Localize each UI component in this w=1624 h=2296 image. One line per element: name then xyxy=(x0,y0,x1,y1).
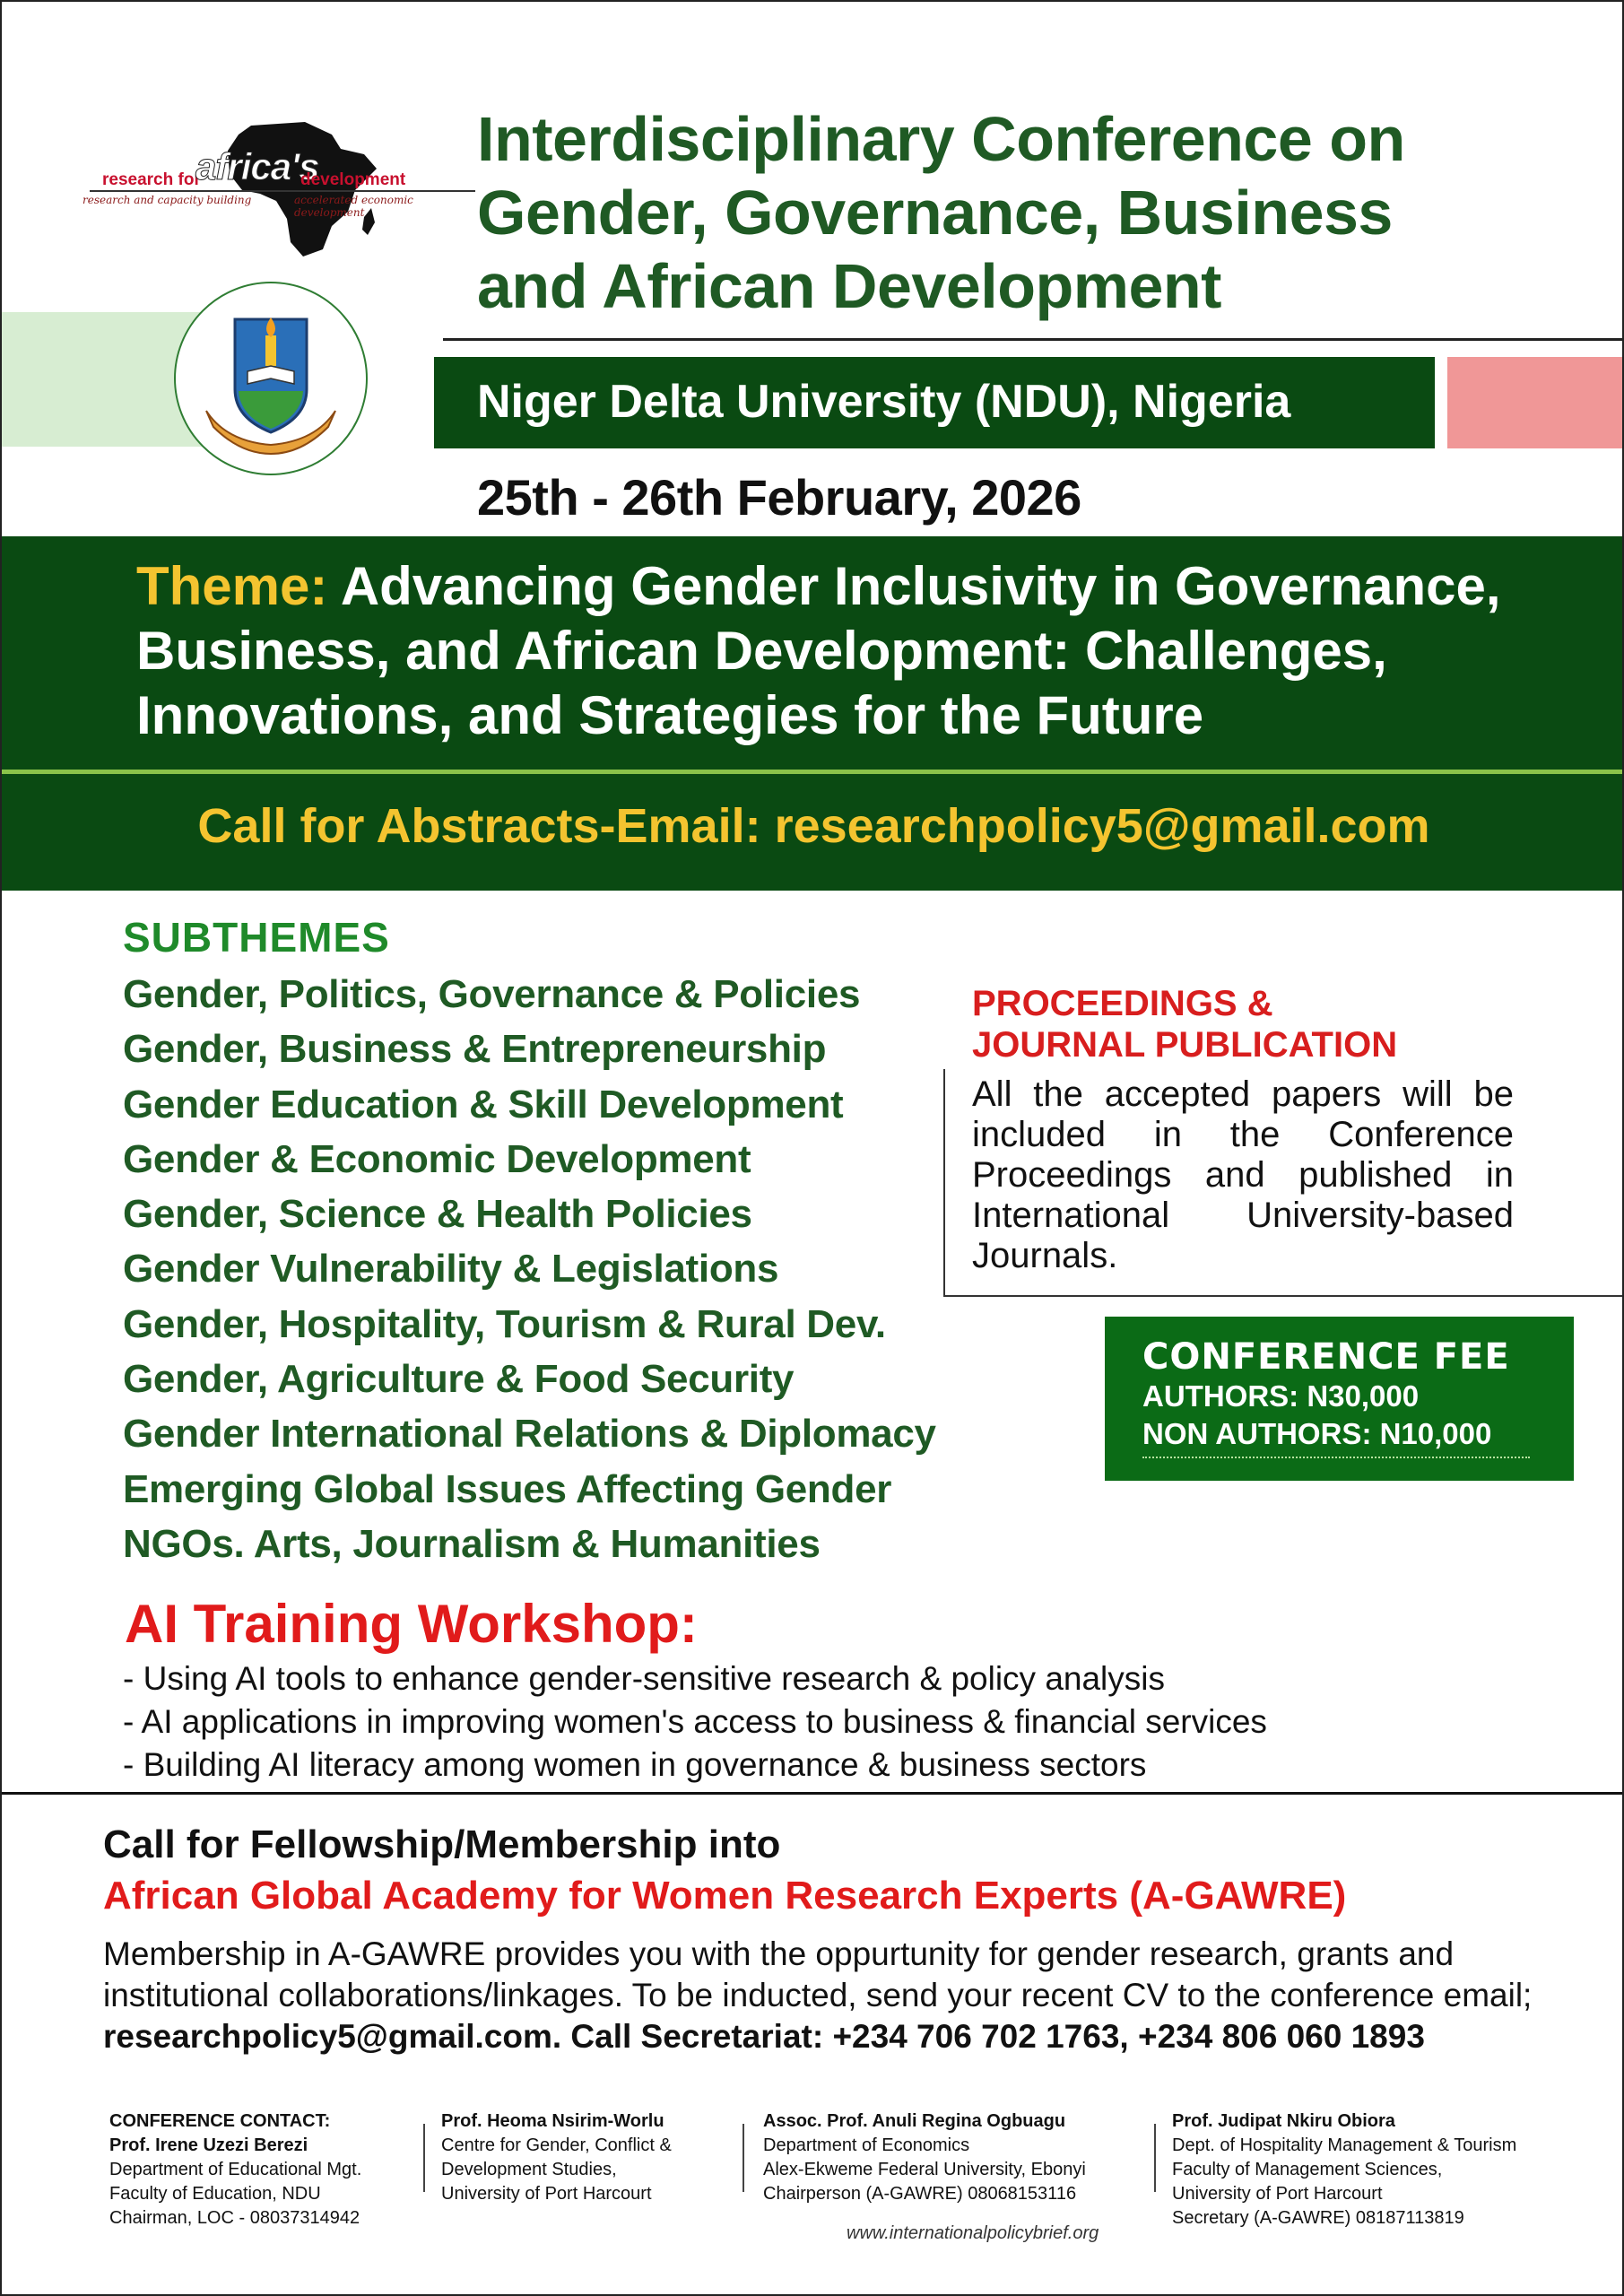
contact-line: Chairperson (A-GAWRE) 08068153116 xyxy=(763,2184,1077,2204)
title-line-1: Interdisciplinary Conference on xyxy=(477,104,1405,174)
contact-conference xyxy=(109,2109,361,2231)
contact-line: University of Port Harcourt xyxy=(441,2184,652,2204)
ai-workshop-item: - Using AI tools to enhance gender-sensitive research & policy analysis xyxy=(123,1660,1165,1697)
logo-tagline-left: research and capacity building xyxy=(83,194,252,206)
contact-name: Prof. Judipat Nkiru Obiora xyxy=(1172,2111,1395,2131)
fee-non-authors: NON AUTHORS: N10,000 xyxy=(1142,1417,1492,1450)
ai-workshop-heading: AI Training Workshop: xyxy=(125,1594,698,1654)
contact-line: Dept. of Hospitality Management & Tourism xyxy=(1172,2135,1517,2155)
logo-africas: africa's xyxy=(195,145,319,187)
title-line-2: Gender, Governance, Business xyxy=(477,178,1393,248)
subtheme-item: Gender, Hospitality, Tourism & Rural Dev. xyxy=(123,1301,886,1346)
contact-line: Chairman, LOC - 08037314942 xyxy=(109,2208,360,2228)
fee-title: CONFERENCE FEE xyxy=(1142,1336,1510,1378)
contact-line: CONFERENCE CONTACT: xyxy=(109,2111,331,2131)
contact-name: Prof. Irene Uzezi Berezi xyxy=(109,2135,308,2155)
fee-authors: AUTHORS: N30,000 xyxy=(1142,1379,1420,1413)
conference-fee-box xyxy=(1105,1317,1574,1481)
conference-date: 25th - 26th February, 2026 xyxy=(477,469,1081,526)
proceedings-heading-line-2: JOURNAL PUBLICATION xyxy=(972,1025,1398,1065)
subtheme-item: Gender, Politics, Governance & Policies xyxy=(123,972,861,1016)
fellowship-heading: Call for Fellowship/Membership into xyxy=(103,1822,781,1866)
contact-separator xyxy=(423,2124,425,2192)
contact-line: Development Studies, xyxy=(441,2160,617,2179)
proceedings-heading xyxy=(972,983,1474,1065)
fee-underline xyxy=(1142,1457,1530,1458)
proceedings-text: All the accepted papers will be included in the Conference Proceedings and published in International University-based Journals. xyxy=(972,1074,1514,1275)
theme-label: Theme: xyxy=(136,556,328,616)
contact-line: Faculty of Management Sciences, xyxy=(1172,2160,1443,2179)
subtheme-item: Emerging Global Issues Affecting Gender xyxy=(123,1466,892,1511)
fellowship-body-text: Membership in A-GAWRE provides you with the oppurtunity for gender research, grants and institutional collaborations/linkages. To be inducted, send your recent CV to the conference email; xyxy=(103,1935,1533,2013)
contact-line: Centre for Gender, Conflict & xyxy=(441,2135,672,2155)
proceedings-heading-line-1: PROCEEDINGS & xyxy=(972,984,1273,1023)
website-url[interactable]: www.internationalpolicybrief.org xyxy=(847,2223,1099,2243)
theme-statement xyxy=(136,554,1607,748)
fellowship-body xyxy=(103,1934,1538,2057)
contact-line: Department of Educational Mgt. xyxy=(109,2160,362,2179)
contact-line: University of Port Harcourt xyxy=(1172,2184,1383,2204)
university-crest-icon xyxy=(176,283,366,474)
logo-tagline-right: accelerated economic development xyxy=(294,194,413,219)
subtheme-item: Gender, Agriculture & Food Security xyxy=(123,1357,795,1402)
logo-rule xyxy=(90,190,475,192)
contact-line: Secretary (A-GAWRE) 08187113819 xyxy=(1172,2208,1464,2228)
subthemes-list xyxy=(123,967,984,1571)
ai-workshop-item: - AI applications in improving women's access to business & financial services xyxy=(123,1703,1267,1740)
ndu-seal-logo xyxy=(174,282,368,475)
conference-title xyxy=(477,102,1607,323)
contact-nsirim-worlu xyxy=(441,2109,672,2206)
call-for-abstracts-email: Call for Abstracts-Email: researchpolicy5@gmail.com xyxy=(197,799,1430,853)
contact-line: Faculty of Education, NDU xyxy=(109,2184,321,2204)
subtheme-item: NGOs. Arts, Journalism & Humanities xyxy=(123,1521,821,1566)
subtheme-item: Gender Vulnerability & Legislations xyxy=(123,1247,779,1292)
contact-separator xyxy=(743,2124,744,2192)
subtheme-item: Gender International Relations & Diplomacy xyxy=(123,1412,936,1457)
fellowship-organization: African Global Academy for Women Research Experts (A-GAWRE) xyxy=(103,1874,1347,1918)
contact-name: Prof. Heoma Nsirim-Worlu xyxy=(441,2111,664,2131)
contact-line: Alex-Ekweme Federal University, Ebonyi xyxy=(763,2160,1086,2179)
subtheme-item: Gender Education & Skill Development xyxy=(123,1082,844,1126)
subtheme-item: Gender & Economic Development xyxy=(123,1136,751,1181)
venue-banner: Niger Delta University (NDU), Nigeria xyxy=(434,357,1435,448)
title-divider xyxy=(443,338,1624,341)
contact-separator xyxy=(1154,2124,1156,2192)
fellowship-contact-details: researchpolicy5@gmail.com. Call Secretariat: +234 706 702 1763, +234 806 060 1893 xyxy=(103,2018,1425,2055)
contact-line: Department of Economics xyxy=(763,2135,970,2155)
logo-research-for: research for xyxy=(102,170,201,189)
ai-workshop-list xyxy=(123,1657,1576,1787)
contact-ogbuagu xyxy=(763,2109,1086,2206)
contact-name: Assoc. Prof. Anuli Regina Ogbuagu xyxy=(763,2111,1066,2131)
research-for-africas-development-logo xyxy=(81,118,475,262)
title-line-3: and African Development xyxy=(477,251,1221,321)
decorative-pink-block xyxy=(1447,357,1624,448)
subtheme-item: Gender, Science & Health Policies xyxy=(123,1192,752,1237)
contact-obiora xyxy=(1172,2109,1516,2231)
subtheme-item: Gender, Business & Entrepreneurship xyxy=(123,1027,827,1072)
subthemes-heading: SUBTHEMES xyxy=(123,914,390,961)
section-divider xyxy=(2,1792,1624,1795)
theme-text: Advancing Gender Inclusivity in Governance, Business, and African Development: Challenges, Innovations, and Strategies for the Future xyxy=(136,556,1501,745)
ai-workshop-item: - Building AI literacy among women in governance & business sectors xyxy=(123,1746,1147,1783)
logo-development: development xyxy=(300,170,406,189)
